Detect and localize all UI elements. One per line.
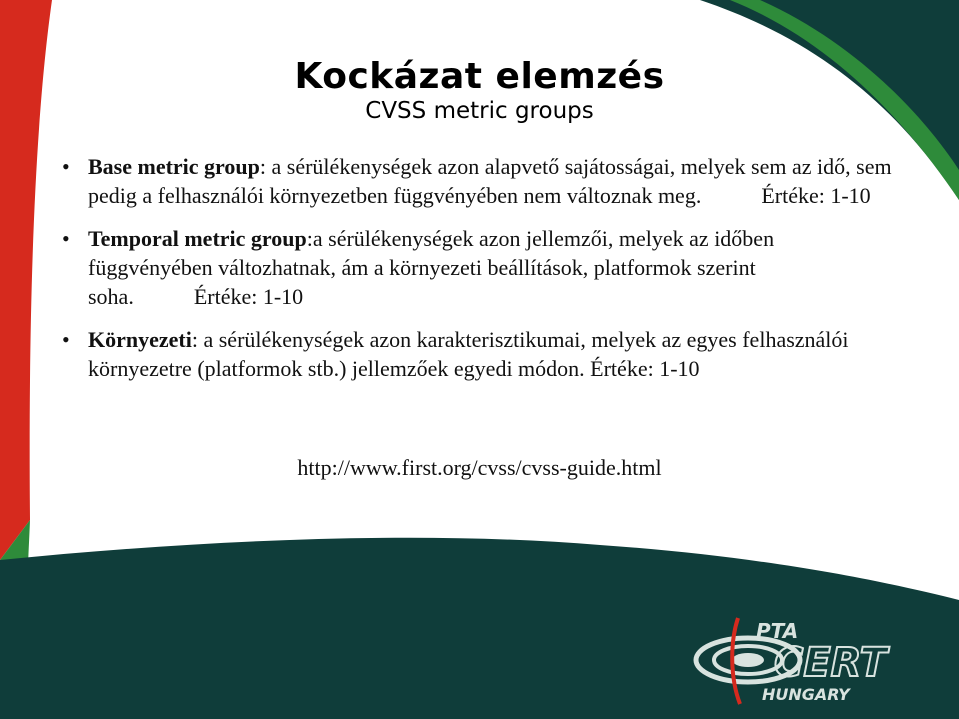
pta-cert-logo — [690, 612, 950, 708]
bullet-term: Base metric group — [88, 154, 260, 179]
bullet-term: Környezeti — [88, 327, 192, 352]
bullet-text: : a sérülékenységek azon karakterisztikumai, melyek az egyes felhasználói környezetre (platformok stb.) jellemzőek egyedi módon. — [88, 327, 849, 381]
bullet-term: Temporal metric group — [88, 226, 307, 251]
logo-cert: CERT — [774, 640, 887, 686]
bullet-value: Értéke: 1-10 — [761, 183, 871, 208]
bullet-base-metric — [62, 152, 902, 210]
bullet-value: Értéke: 1-10 — [590, 356, 700, 381]
bullet-text: :a sérülékenységek azon jellemzői, melyek az időben függvényében változhatnak, ám a környezeti beállítások, platformok szerint soha. — [88, 226, 775, 309]
bullet-temporal-metric — [62, 224, 902, 311]
bullet-value: Értéke: 1-10 — [193, 284, 304, 309]
bullet-list — [62, 152, 902, 397]
logo-hungary: HUNGARY — [762, 685, 850, 704]
reference-link[interactable]: http://www.first.org/cvss/cvss-guide.html — [297, 455, 662, 480]
slide-subtitle: CVSS metric groups — [365, 98, 594, 124]
logo-core — [732, 653, 764, 667]
slide-title: Kockázat elemzés — [294, 56, 665, 97]
bullet-text: : a sérülékenységek azon alapvető sajátosságai, melyek sem az idő, sem pedig a felhasználói környezetben függvényében nem változnak meg. — [88, 154, 892, 208]
bullet-environmental-metric — [62, 325, 902, 383]
logo-pta: PTA — [756, 619, 799, 643]
